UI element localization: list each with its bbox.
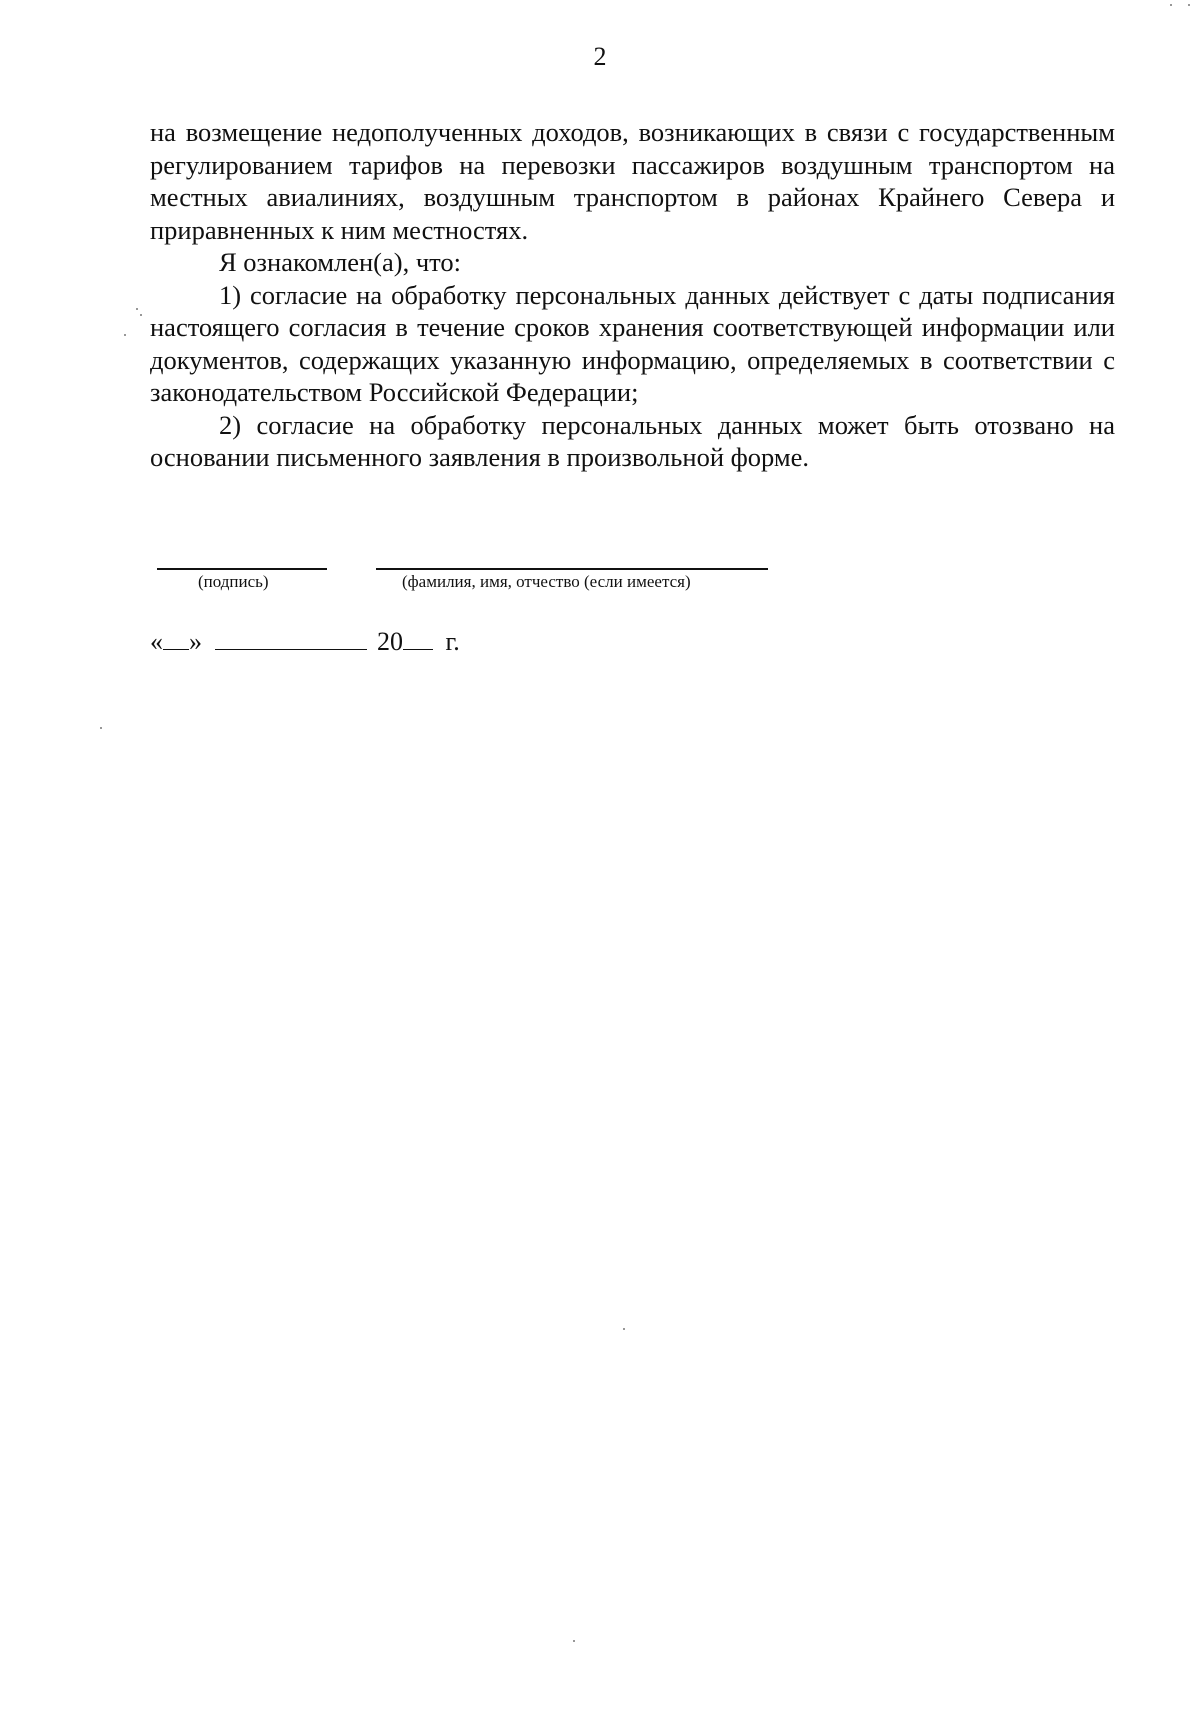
- signature-line[interactable]: [157, 568, 327, 570]
- date-close-quote: »: [189, 627, 202, 656]
- day-blank[interactable]: [163, 627, 189, 650]
- full-name-line[interactable]: [376, 568, 768, 570]
- month-blank[interactable]: [215, 627, 367, 650]
- scan-speck: [1170, 4, 1172, 6]
- year-prefix: 20: [377, 627, 403, 656]
- scan-speck: [573, 1640, 575, 1642]
- scan-speck: [136, 308, 138, 310]
- date-line: [150, 627, 460, 657]
- scan-speck: [100, 727, 102, 729]
- full-name-caption: (фамилия, имя, отчество (если имеется): [402, 572, 691, 591]
- year-suffix: г.: [445, 627, 460, 656]
- paragraph-acknowledgement: Я ознакомлен(а), что:: [219, 247, 462, 277]
- signature-caption: (подпись): [198, 572, 269, 591]
- year-blank[interactable]: [403, 627, 433, 650]
- paragraph-continuation: на возмещение недополученных доходов, возникающих в связи с государственным регулированием тарифов на перевозки пассажиров воздушным транспортом на местных авиалиниях, воздушным транспортом в районах Крайнего Севера и приравненных к ним местностях.: [150, 117, 1115, 245]
- date-open-quote: «: [150, 627, 163, 656]
- scan-speck: [1188, 4, 1190, 6]
- scan-speck: [124, 334, 126, 336]
- paragraph-item-1: 1) согласие на обработку персональных данных действует с даты подписания настоящего согласия в течение сроков хранения соответствующей информации или документов, содержащих указанную информацию, определяемых в соответствии с законодательством Российской Федерации;: [150, 279, 1115, 407]
- scan-speck: [140, 314, 142, 316]
- scan-speck: [623, 1328, 625, 1330]
- page-number: 2: [593, 42, 607, 71]
- paragraph-item-2: 2) согласие на обработку персональных данных может быть отозвано на основании письменного заявления в произвольной форме.: [150, 409, 1115, 472]
- document-body: [150, 116, 1115, 474]
